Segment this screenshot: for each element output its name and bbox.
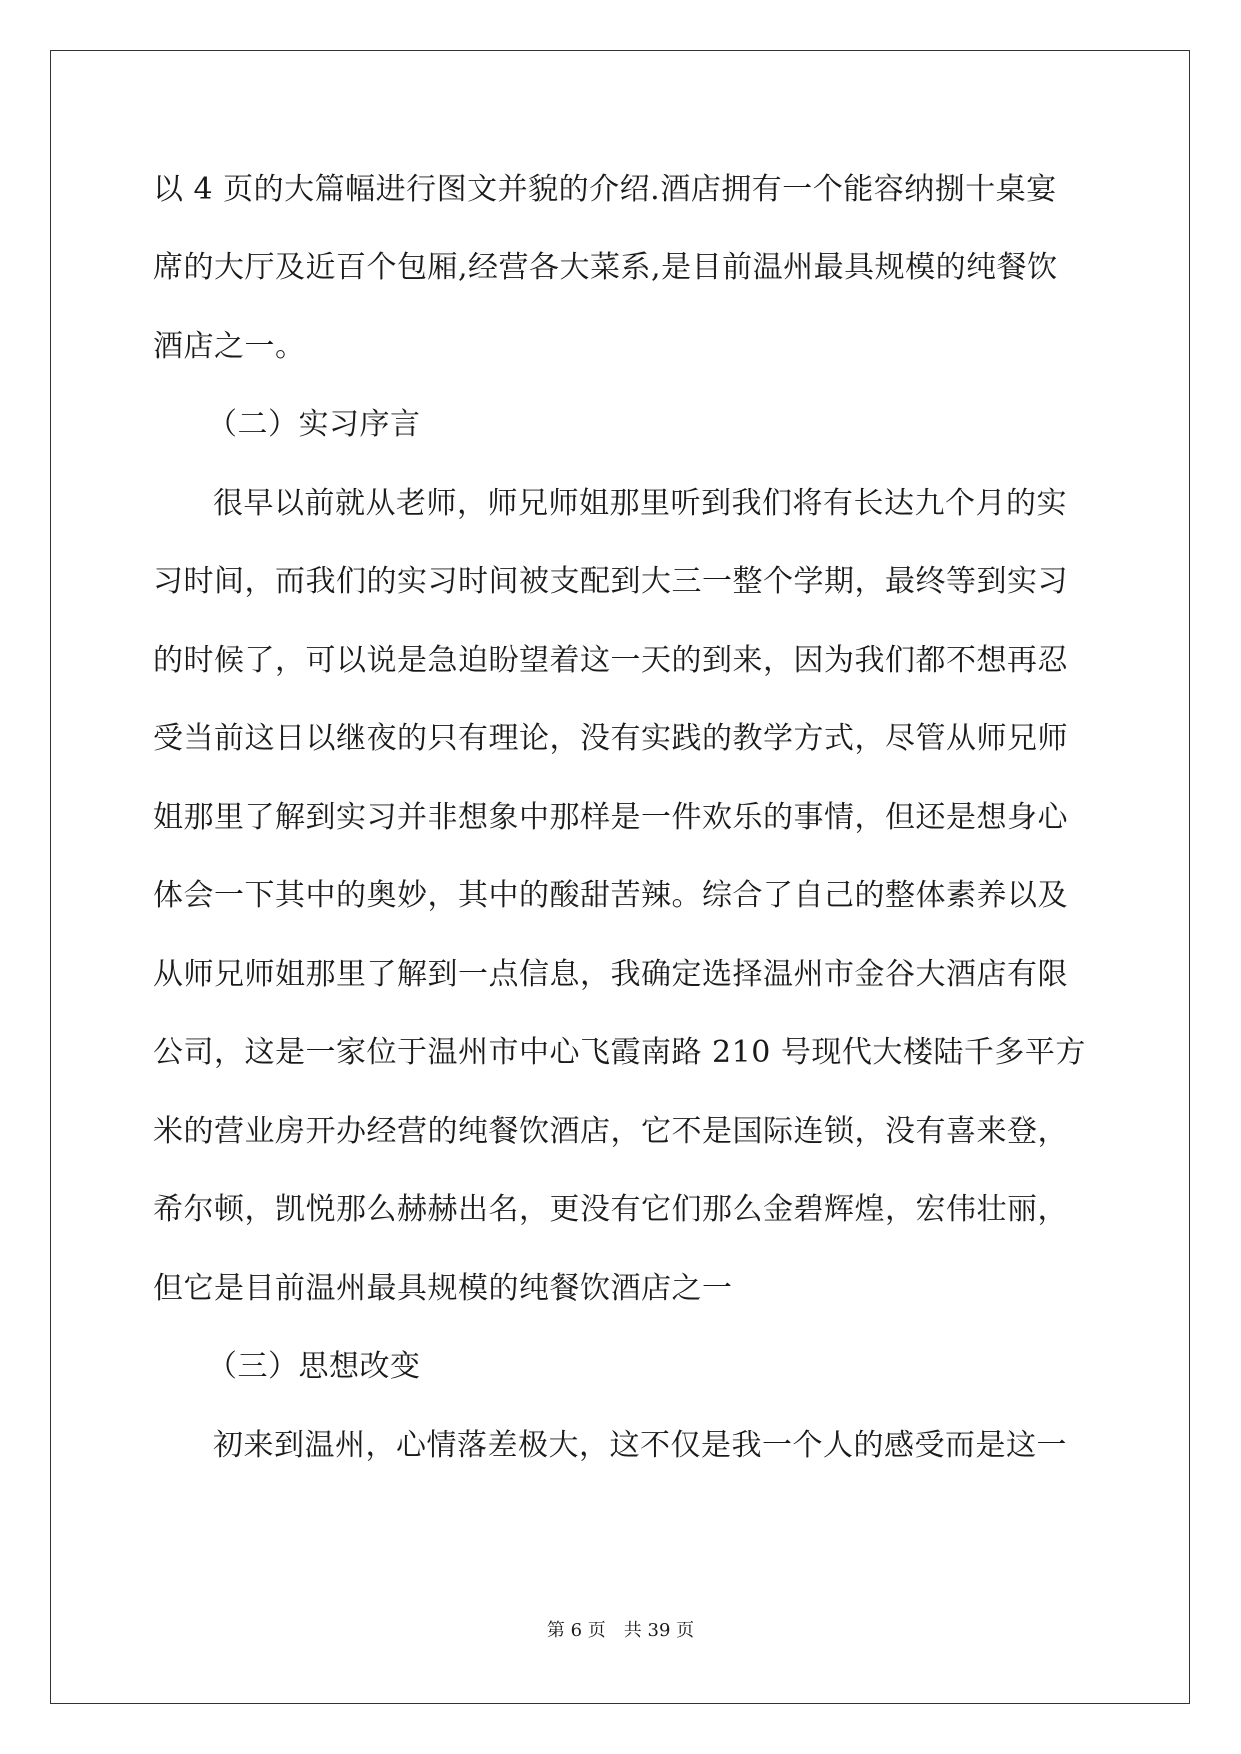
text-line: 习时间，而我们的实习时间被支配到大三一整个学期，最终等到实习: [153, 564, 1068, 599]
text-line: 姐那里了解到实习并非想象中那样是一件欢乐的事情，但还是想身心: [153, 800, 1068, 835]
text-line: 初来到温州，心情落差极大，这不仅是我一个人的感受而是这一: [213, 1428, 1067, 1463]
text-line: 公司，这是一家位于温州市中心飞霞南路 210 号现代大楼陆千多平方: [153, 1035, 1086, 1070]
text-line: 受当前这日以继夜的只有理论，没有实践的教学方式，尽管从师兄师: [153, 721, 1068, 756]
section-heading: （三）思想改变: [207, 1349, 421, 1384]
text-line: 的时候了，可以说是急迫盼望着这一天的到来，因为我们都不想再忍: [153, 643, 1068, 678]
text-line: 米的营业房开办经营的纯餐饮酒店，它不是国际连锁，没有喜来登，: [153, 1114, 1068, 1149]
text-line: 但它是目前温州最具规模的纯餐饮酒店之一: [153, 1271, 733, 1306]
page-number-footer: 第 6 页 共 39 页: [546, 1620, 695, 1641]
text-line: 酒店之一。: [153, 329, 306, 364]
text-line: 希尔顿，凯悦那么赫赫出名，更没有它们那么金碧辉煌，宏伟壮丽，: [153, 1192, 1068, 1227]
section-heading: （二）实习序言: [207, 407, 421, 442]
text-line: 很早以前就从老师，师兄师姐那里听到我们将有长达九个月的实: [213, 486, 1067, 521]
text-line: 体会一下其中的奥妙，其中的酸甜苦辣。综合了自己的整体素养以及: [153, 878, 1068, 913]
text-line: 从师兄师姐那里了解到一点信息，我确定选择温州市金谷大酒店有限: [153, 957, 1068, 992]
text-line: 以 4 页的大篇幅进行图文并貌的介绍.酒店拥有一个能容纳捌十桌宴: [153, 172, 1057, 207]
text-line: 席的大厅及近百个包厢,经营各大菜系,是目前温州最具规模的纯餐饮: [153, 250, 1058, 285]
